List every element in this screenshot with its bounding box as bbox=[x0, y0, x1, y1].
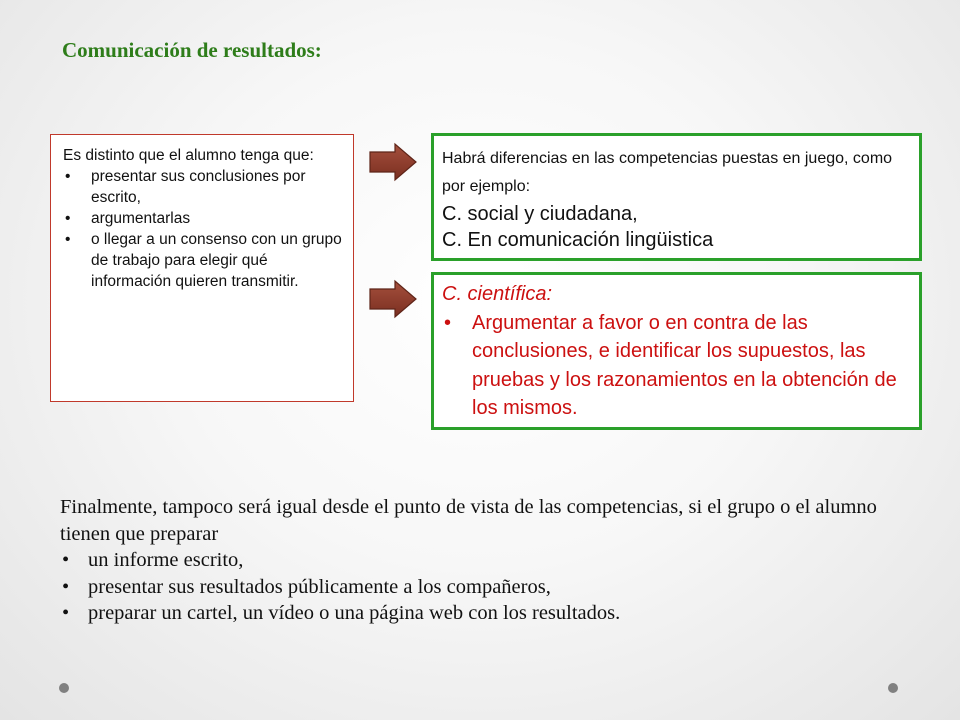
right-block-arrow-icon bbox=[368, 142, 418, 182]
list-item: • Argumentar a favor o en contra de las conclusiones, e identificar los supuestos, las pruebas y los razonamientos en la obtención de los mismos. bbox=[442, 309, 911, 423]
left-box-intro: Es distinto que el alumno tenga que: bbox=[63, 147, 314, 164]
competencias-intro: Habrá diferencias en las competencias puestas en juego, como por ejemplo: bbox=[442, 150, 893, 195]
closing-text: Finalmente, tampoco será igual desde el punto de vista de las competencias, si el grupo o el alumno tienen que preparar bbox=[60, 496, 877, 545]
dot-icon bbox=[888, 683, 898, 693]
list-item: • un informe escrito, bbox=[60, 547, 920, 574]
list-item: • o llegar a un consenso con un grupo de trabajo para elegir qué información quieren transmitir. bbox=[63, 229, 343, 292]
competencia-social: C. social y ciudadana, bbox=[442, 203, 638, 225]
left-box-list bbox=[63, 166, 343, 292]
cientifica-heading: C. científica: bbox=[442, 283, 553, 305]
cientifica-list bbox=[442, 309, 911, 423]
left-box bbox=[50, 134, 354, 402]
slide-title: Comunicación de resultados: bbox=[62, 38, 322, 62]
dot-icon bbox=[59, 683, 69, 693]
list-item: • preparar un cartel, un vídeo o una página web con los resultados. bbox=[60, 600, 920, 627]
competencia-linguistica: C. En comunicación lingüistica bbox=[442, 229, 714, 251]
list-item: • argumentarlas bbox=[63, 208, 343, 229]
closing-paragraph bbox=[60, 494, 920, 627]
closing-list bbox=[60, 547, 920, 627]
list-item: • presentar sus resultados públicamente a los compañeros, bbox=[60, 574, 920, 601]
list-item: • presentar sus conclusiones por escrito, bbox=[63, 166, 343, 208]
competencias-box bbox=[431, 133, 922, 261]
cientifica-box bbox=[431, 272, 922, 430]
right-block-arrow-icon bbox=[368, 279, 418, 319]
